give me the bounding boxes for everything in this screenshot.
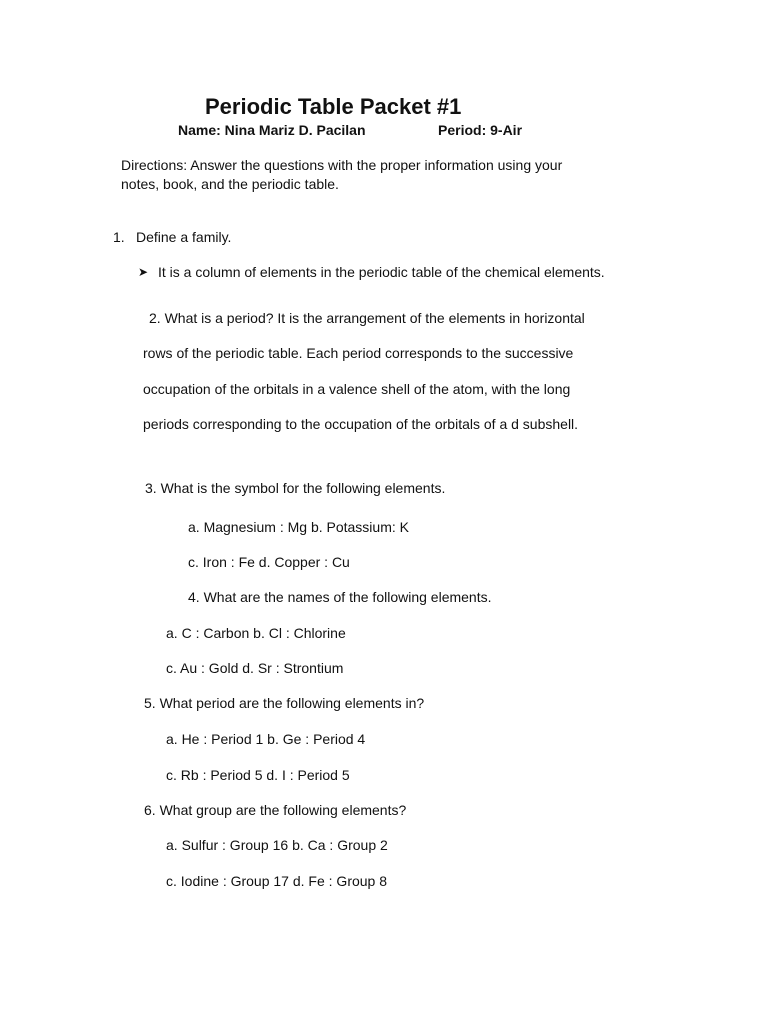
directions-line-2: notes, book, and the periodic table. bbox=[121, 176, 339, 192]
q5-question: 5. What period are the following elements in? bbox=[144, 695, 425, 711]
q2-line-3: occupation of the orbitals in a valence shell of the atom, with the long bbox=[143, 381, 571, 397]
q6-answers-line-2: c. Iodine : Group 17 d. Fe : Group 8 bbox=[166, 873, 388, 889]
q6-answers-line-1: a. Sulfur : Group 16 b. Ca : Group 2 bbox=[166, 837, 388, 853]
q2-line-2: rows of the periodic table. Each period corresponds to the successive bbox=[143, 345, 574, 361]
directions-line-1: Directions: Answer the questions with the proper information using your bbox=[121, 157, 563, 173]
q1-answer: It is a column of elements in the periodic table of the chemical elements. bbox=[158, 264, 605, 280]
q4-answers-line-2: c. Au : Gold d. Sr : Strontium bbox=[166, 660, 344, 676]
q4-question: 4. What are the names of the following elements. bbox=[188, 589, 492, 605]
q3-answers-line-1: a. Magnesium : Mg b. Potassium: K bbox=[188, 519, 409, 535]
q3-question: 3. What is the symbol for the following elements. bbox=[145, 480, 446, 496]
q5-answers-line-2: c. Rb : Period 5 d. I : Period 5 bbox=[166, 767, 350, 783]
page-title: Periodic Table Packet #1 bbox=[205, 94, 462, 119]
q4-answers-line-1: a. C : Carbon b. Cl : Chlorine bbox=[166, 625, 346, 641]
q2-line-1: 2. What is a period? It is the arrangement of the elements in horizontal bbox=[149, 310, 585, 326]
arrow-bullet-icon: ➤ bbox=[138, 265, 149, 279]
q1-number: 1. bbox=[113, 229, 125, 245]
q2-line-4: periods corresponding to the occupation of the orbitals of a d subshell. bbox=[143, 416, 579, 432]
q5-answers-line-1: a. He : Period 1 b. Ge : Period 4 bbox=[166, 731, 366, 747]
student-name: Name: Nina Mariz D. Pacilan bbox=[178, 122, 366, 138]
student-period: Period: 9-Air bbox=[438, 122, 523, 138]
q3-answers-line-2: c. Iron : Fe d. Copper : Cu bbox=[188, 554, 350, 570]
q1-question: Define a family. bbox=[136, 229, 232, 245]
q6-question: 6. What group are the following elements? bbox=[144, 802, 407, 818]
